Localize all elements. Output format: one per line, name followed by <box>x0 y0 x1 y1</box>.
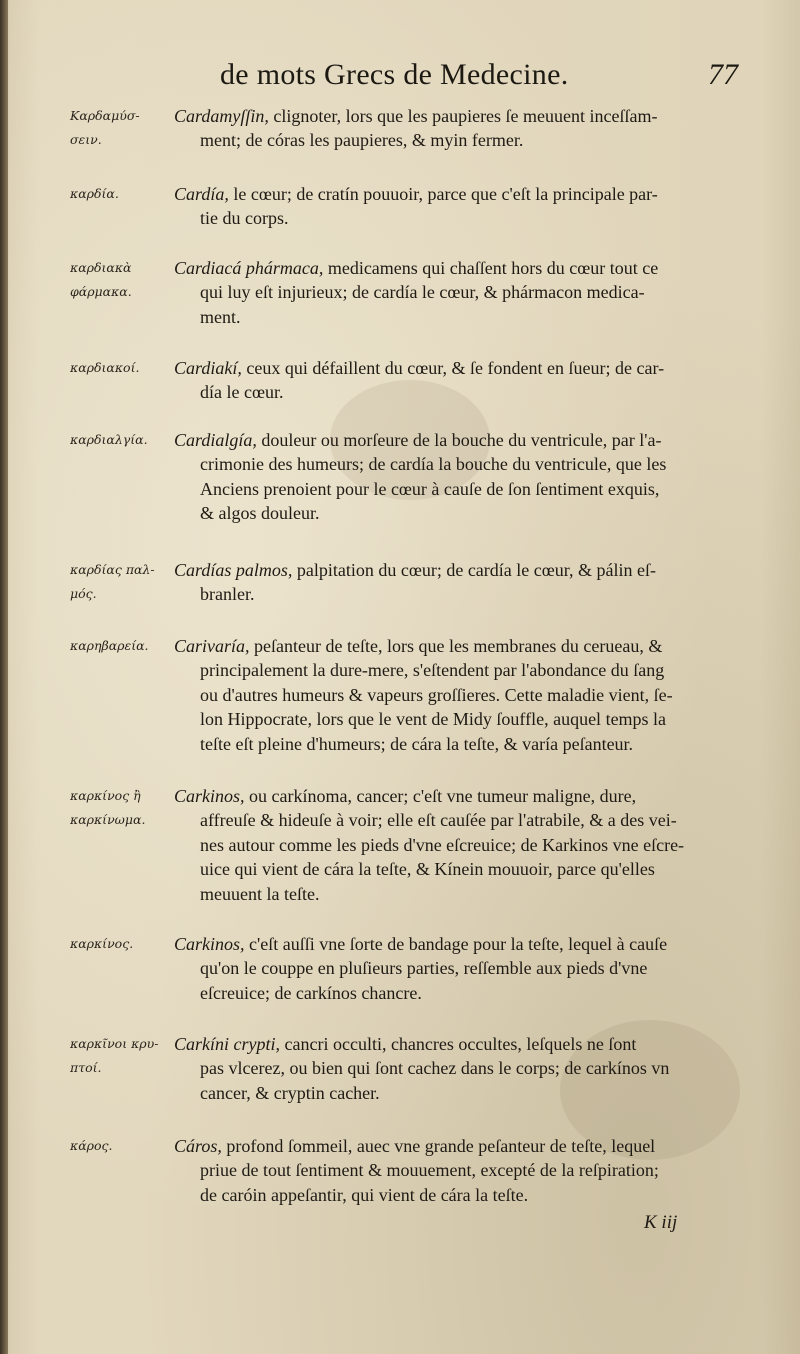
entry-definition: Carkinos, c'eſt auſſi vne ſorte de bandage pour la teſte, lequel à cauſe qu'on le couppe en pluſieurs parties, reſſemble aux pieds d'vne eſcreuice; de carkínos chancre. <box>174 934 668 1003</box>
entry-definition: Carivaría, peſanteur de teſte, lors que les membranes du cerueau, & principalement la dure-mere, s'eſtendent par l'abondance du ſang ou d'autres humeurs & vapeurs groſſieres. Cette maladie vient, ſe- lon Hippocrate, lors que le vent de Midy ſouffle, auquel temps la teſte eſt pleine d'humeurs; de cára la teſte, & varía peſanteur. <box>174 636 673 754</box>
running-title: de mots Grecs de Medecine. <box>220 58 569 91</box>
entry-definition: Cardamyſſin, clignoter, lors que les paupieres ſe meuuent inceſſam- ment; de córas les paupieres, & myin fermer. <box>174 106 658 151</box>
greek-headword: καρκίνος. <box>70 936 134 951</box>
latin-term: Cardiakí, <box>174 358 242 378</box>
greek-headword: καρδία. <box>70 186 119 201</box>
greek-headword: Καρδαμύσ- σειν. <box>70 108 140 147</box>
page-number: 77 <box>708 58 738 91</box>
greek-headword: καρδίας παλ- μός. <box>70 562 155 601</box>
entry-definition: Cardía, le cœur; de cratín pouuoir, parce que c'eſt la principale par- tie du corps. <box>174 184 658 229</box>
greek-headword: καρκίνος ἢ καρκίνωμα. <box>70 788 146 827</box>
entry-definition: Carkíni crypti, cancri occulti, chancres occultes, leſquels ne ſont pas vlcerez, ou bien qui ſont cachez dans le corps; de carkínos vn cancer, & cryptin cacher. <box>174 1034 670 1103</box>
entry-definition: Cardialgía, douleur ou morſeure de la bouche du ventricule, par l'a- crimonie des humeurs; de cardía la bouche du ventricule, que les Anciens prenoient pour le cœur à cauſe de ſon ſentiment exquis, & algos douleur. <box>174 430 667 524</box>
latin-term: Carkíni crypti, <box>174 1034 280 1054</box>
greek-headword: κάρος. <box>70 1138 113 1153</box>
entry-definition: Cardiacá phármaca, medicamens qui chaſſent hors du cœur tout ce qui luy eſt injurieux; de cardía le cœur, & phármacon medica- ment. <box>174 258 659 327</box>
greek-headword: καρδιακὰ φάρμακα. <box>70 260 132 299</box>
greek-headword: καρκῖνοι κρυ- πτοί. <box>70 1036 159 1075</box>
latin-term: Cáros, <box>174 1136 222 1156</box>
latin-term: Cardías palmos, <box>174 560 293 580</box>
latin-term: Cardamyſſin, <box>174 106 269 126</box>
page-gutter-shadow <box>0 0 8 1354</box>
latin-term: Cardía, <box>174 184 229 204</box>
entry-definition: Cáros, profond ſommeil, auec vne grande peſanteur de teſte, lequel priue de tout ſentiment & mouuement, excepté de la reſpiration; de caróin appeſantir, qui vient de cára la teſte. <box>174 1136 659 1205</box>
latin-term: Carivaría, <box>174 636 250 656</box>
latin-term: Carkinos, <box>174 786 245 806</box>
entry-definition: Carkinos, ou carkínoma, cancer; c'eſt vne tumeur maligne, dure, affreuſe & hideuſe à voir; elle eſt cauſée par l'atrabile, & a des vei- nes autour comme les pieds d'vne eſcreuice; de Karkinos vne eſcre- uice qui vient de cára la teſte, & Kínein mouuoir, parce qu'elles meuuent la teſte. <box>174 786 685 904</box>
greek-headword: καρδιακοί. <box>70 360 140 375</box>
signature-mark: K iij <box>644 1212 678 1233</box>
entry-definition: Cardías palmos, palpitation du cœur; de cardía le cœur, & pálin eſ- branler. <box>174 560 657 605</box>
greek-headword: καρηβαρεία. <box>70 638 149 653</box>
latin-term: Cardiacá phármaca, <box>174 258 324 278</box>
entry-definition: Cardiakí, ceux qui défaillent du cœur, & ſe fondent en ſueur; de car- día le cœur. <box>174 358 665 403</box>
latin-term: Carkinos, <box>174 934 245 954</box>
latin-term: Cardialgía, <box>174 430 257 450</box>
greek-headword: καρδιαλγία. <box>70 432 148 447</box>
